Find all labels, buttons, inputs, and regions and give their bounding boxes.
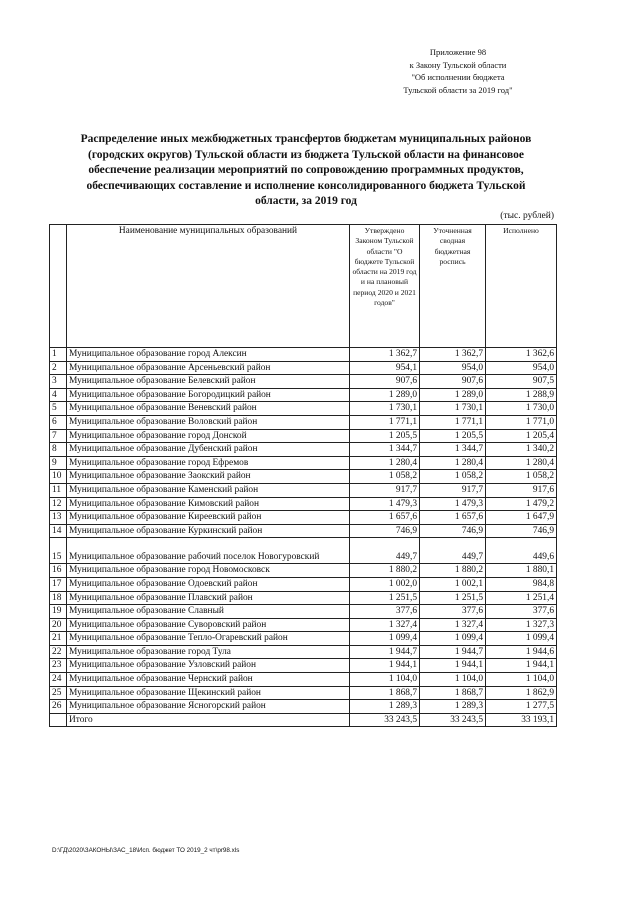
title-line: области, за 2019 год <box>255 195 357 207</box>
file-path-footer: D:\ГД\2020\ЗАКОНЫ\ЗАС_18\Исп. бюджет ТО 2019_2 чт\pr98.xls <box>52 847 240 854</box>
approved-value: 1 657,6 <box>350 511 420 525</box>
approved-value: 1 280,4 <box>350 456 420 470</box>
approved-value: 1 058,2 <box>350 470 420 484</box>
header-executed: Исполнено <box>486 225 557 348</box>
table-row <box>50 483 557 497</box>
table-row <box>50 511 557 525</box>
executed-value: 1 099,4 <box>486 632 557 646</box>
executed-value: 1 944,1 <box>486 659 557 673</box>
approved-value: 1 880,2 <box>350 564 420 578</box>
executed-value: 1 205,4 <box>486 429 557 443</box>
approved-value: 746,9 <box>350 524 420 538</box>
refined-value: 1 344,7 <box>420 443 486 457</box>
table-header-row <box>50 225 557 348</box>
municipality-name: Муниципальное образование Каменский район <box>67 483 350 497</box>
municipality-name: Муниципальное образование Воловский район <box>67 415 350 429</box>
executed-value: 907,5 <box>486 375 557 389</box>
municipality-name: Муниципальное образование город Ефремов <box>67 456 350 470</box>
table-row <box>50 700 557 714</box>
table-row <box>50 632 557 646</box>
approved-value: 917,7 <box>350 483 420 497</box>
row-number: 18 <box>50 591 67 605</box>
municipality-name: Муниципальное образование Кимовский район <box>67 497 350 511</box>
refined-value: 1 099,4 <box>420 632 486 646</box>
table-row <box>50 388 557 402</box>
document-title <box>52 132 560 210</box>
municipality-name: Муниципальное образование Славный <box>67 605 350 619</box>
appendix-line: Тульской области за 2019 год" <box>403 84 513 95</box>
executed-value: 917,6 <box>486 483 557 497</box>
table-body <box>50 348 557 727</box>
title-line: обеспечивающих составление и исполнение консолидированного бюджета Тульской <box>86 179 526 192</box>
municipality-name: Муниципальное образование Белевский район <box>67 375 350 389</box>
table-row <box>50 538 557 564</box>
row-number: 12 <box>50 497 67 511</box>
row-number: 13 <box>50 511 67 525</box>
municipality-name: Муниципальное образование рабочий поселок Новогуровский <box>67 538 350 564</box>
table-row <box>50 659 557 673</box>
approved-value: 1 289,3 <box>350 700 420 714</box>
refined-value: 377,6 <box>420 605 486 619</box>
table-row <box>50 618 557 632</box>
executed-value: 1 327,3 <box>486 618 557 632</box>
executed-value: 746,9 <box>486 524 557 538</box>
executed-value: 449,6 <box>486 538 557 564</box>
row-number: 19 <box>50 605 67 619</box>
refined-value: 1 058,2 <box>420 470 486 484</box>
refined-value: 1 944,7 <box>420 645 486 659</box>
header-approved: Утверждено Законом Тульской области "О бюджете Тульской области на 2019 год и на плановый период 2020 и 2021 годов" <box>350 225 420 348</box>
refined-value: 1 362,7 <box>420 348 486 362</box>
table-row <box>50 686 557 700</box>
refined-value: 1 104,0 <box>420 673 486 687</box>
approved-value: 1 099,4 <box>350 632 420 646</box>
executed-value: 377,6 <box>486 605 557 619</box>
refined-value: 1 251,5 <box>420 591 486 605</box>
executed-value: 984,8 <box>486 577 557 591</box>
refined-value: 1 771,1 <box>420 415 486 429</box>
approved-value: 1 944,7 <box>350 645 420 659</box>
total-approved: 33 243,5 <box>350 713 420 727</box>
row-number: 17 <box>50 577 67 591</box>
approved-value: 1 362,7 <box>350 348 420 362</box>
table-row <box>50 375 557 389</box>
approved-value: 377,6 <box>350 605 420 619</box>
approved-value: 1 344,7 <box>350 443 420 457</box>
municipality-name: Муниципальное образование Куркинский район <box>67 524 350 538</box>
row-number: 16 <box>50 564 67 578</box>
row-number: 9 <box>50 456 67 470</box>
municipality-name: Муниципальное образование город Донской <box>67 429 350 443</box>
table-row <box>50 497 557 511</box>
row-number: 25 <box>50 686 67 700</box>
executed-value: 1 104,0 <box>486 673 557 687</box>
approved-value: 449,7 <box>350 538 420 564</box>
header-name: Наименование муниципальных образований <box>67 225 350 348</box>
row-number: 20 <box>50 618 67 632</box>
executed-value: 1 277,5 <box>486 700 557 714</box>
refined-value: 1 657,6 <box>420 511 486 525</box>
approved-value: 1 730,1 <box>350 402 420 416</box>
municipality-name: Муниципальное образование Одоевский район <box>67 577 350 591</box>
municipality-name: Муниципальное образование Узловский район <box>67 659 350 673</box>
row-number: 15 <box>50 538 67 564</box>
row-number: 26 <box>50 700 67 714</box>
approved-value: 1 479,3 <box>350 497 420 511</box>
executed-value: 1 647,9 <box>486 511 557 525</box>
refined-value: 1 002,1 <box>420 577 486 591</box>
appendix-line: Приложение 98 <box>429 47 487 57</box>
table-row <box>50 645 557 659</box>
table-row <box>50 564 557 578</box>
budget-table <box>49 224 557 727</box>
row-number: 23 <box>50 659 67 673</box>
approved-value: 954,1 <box>350 361 420 375</box>
executed-value: 1 862,9 <box>486 686 557 700</box>
row-number: 5 <box>50 402 67 416</box>
approved-value: 1 251,5 <box>350 591 420 605</box>
refined-value: 1 327,4 <box>420 618 486 632</box>
table-row <box>50 605 557 619</box>
appendix-note <box>378 46 538 96</box>
approved-value: 1 944,1 <box>350 659 420 673</box>
executed-value: 1 730,0 <box>486 402 557 416</box>
refined-value: 954,0 <box>420 361 486 375</box>
refined-value: 1 289,3 <box>420 700 486 714</box>
total-executed: 33 193,1 <box>486 713 557 727</box>
total-label: Итого <box>67 713 350 727</box>
executed-value: 1 251,4 <box>486 591 557 605</box>
total-row <box>50 713 557 727</box>
executed-value: 1 771,0 <box>486 415 557 429</box>
total-refined: 33 243,5 <box>420 713 486 727</box>
row-number: 7 <box>50 429 67 443</box>
row-number: 22 <box>50 645 67 659</box>
total-number-cell <box>50 713 67 727</box>
table-row <box>50 577 557 591</box>
table-row <box>50 348 557 362</box>
table-row <box>50 470 557 484</box>
refined-value: 1 730,1 <box>420 402 486 416</box>
municipality-name: Муниципальное образование Веневский район <box>67 402 350 416</box>
municipality-name: Муниципальное образование Суворовский район <box>67 618 350 632</box>
municipality-name: Муниципальное образование город Тула <box>67 645 350 659</box>
refined-value: 1 289,0 <box>420 388 486 402</box>
row-number: 6 <box>50 415 67 429</box>
municipality-name: Муниципальное образование Ясногорский район <box>67 700 350 714</box>
municipality-name: Муниципальное образование город Новомосковск <box>67 564 350 578</box>
approved-value: 1 868,7 <box>350 686 420 700</box>
units-label: (тыс. рублей) <box>500 211 554 221</box>
refined-value: 917,7 <box>420 483 486 497</box>
row-number: 4 <box>50 388 67 402</box>
refined-value: 1 880,2 <box>420 564 486 578</box>
municipality-name: Муниципальное образование Богородицкий район <box>67 388 350 402</box>
municipality-name: Муниципальное образование Плавский район <box>67 591 350 605</box>
approved-value: 1 104,0 <box>350 673 420 687</box>
approved-value: 1 205,5 <box>350 429 420 443</box>
municipality-name: Муниципальное образование Тепло-Огаревский район <box>67 632 350 646</box>
municipality-name: Муниципальное образование город Алексин <box>67 348 350 362</box>
row-number: 21 <box>50 632 67 646</box>
row-number: 24 <box>50 673 67 687</box>
appendix-line: "Об исполнении бюджета <box>411 72 505 82</box>
municipality-name: Муниципальное образование Арсеньевский район <box>67 361 350 375</box>
executed-value: 1 479,2 <box>486 497 557 511</box>
header-number <box>50 225 67 348</box>
refined-value: 1 944,1 <box>420 659 486 673</box>
table-row <box>50 429 557 443</box>
executed-value: 1 340,2 <box>486 443 557 457</box>
row-number: 10 <box>50 470 67 484</box>
approved-value: 1 289,0 <box>350 388 420 402</box>
refined-value: 1 868,7 <box>420 686 486 700</box>
row-number: 14 <box>50 524 67 538</box>
header-refined: Уточненная сводная бюджетная роспись <box>420 225 486 348</box>
refined-value: 1 280,4 <box>420 456 486 470</box>
municipality-name: Муниципальное образование Дубенский район <box>67 443 350 457</box>
refined-value: 907,6 <box>420 375 486 389</box>
municipality-name: Муниципальное образование Киреевский район <box>67 511 350 525</box>
executed-value: 1 362,6 <box>486 348 557 362</box>
executed-value: 954,0 <box>486 361 557 375</box>
refined-value: 1 479,3 <box>420 497 486 511</box>
row-number: 1 <box>50 348 67 362</box>
executed-value: 1 880,1 <box>486 564 557 578</box>
table-row <box>50 361 557 375</box>
row-number: 11 <box>50 483 67 497</box>
refined-value: 1 205,5 <box>420 429 486 443</box>
approved-value: 1 002,0 <box>350 577 420 591</box>
table-row <box>50 415 557 429</box>
municipality-name: Муниципальное образование Щекинский район <box>67 686 350 700</box>
refined-value: 746,9 <box>420 524 486 538</box>
table-row <box>50 591 557 605</box>
title-line: (городских округов) Тульской области из бюджета Тульской области на финансовое <box>88 148 524 161</box>
title-line: Распределение иных межбюджетных трансфертов бюджетам муниципальных районов <box>80 133 532 145</box>
executed-value: 1 944,6 <box>486 645 557 659</box>
executed-value: 1 058,2 <box>486 470 557 484</box>
table-row <box>50 673 557 687</box>
approved-value: 1 327,4 <box>350 618 420 632</box>
approved-value: 907,6 <box>350 375 420 389</box>
table-row <box>50 524 557 538</box>
table-row <box>50 402 557 416</box>
table-row <box>50 456 557 470</box>
approved-value: 1 771,1 <box>350 415 420 429</box>
row-number: 3 <box>50 375 67 389</box>
executed-value: 1 288,9 <box>486 388 557 402</box>
appendix-line: к Закону Тульской области <box>409 59 507 70</box>
title-line: обеспечение реализации мероприятий по сопровождению программных продуктов, <box>88 164 524 176</box>
table-row <box>50 443 557 457</box>
executed-value: 1 280,4 <box>486 456 557 470</box>
municipality-name: Муниципальное образование Чернский район <box>67 673 350 687</box>
row-number: 2 <box>50 361 67 375</box>
row-number: 8 <box>50 443 67 457</box>
municipality-name: Муниципальное образование Заокский район <box>67 470 350 484</box>
refined-value: 449,7 <box>420 538 486 564</box>
